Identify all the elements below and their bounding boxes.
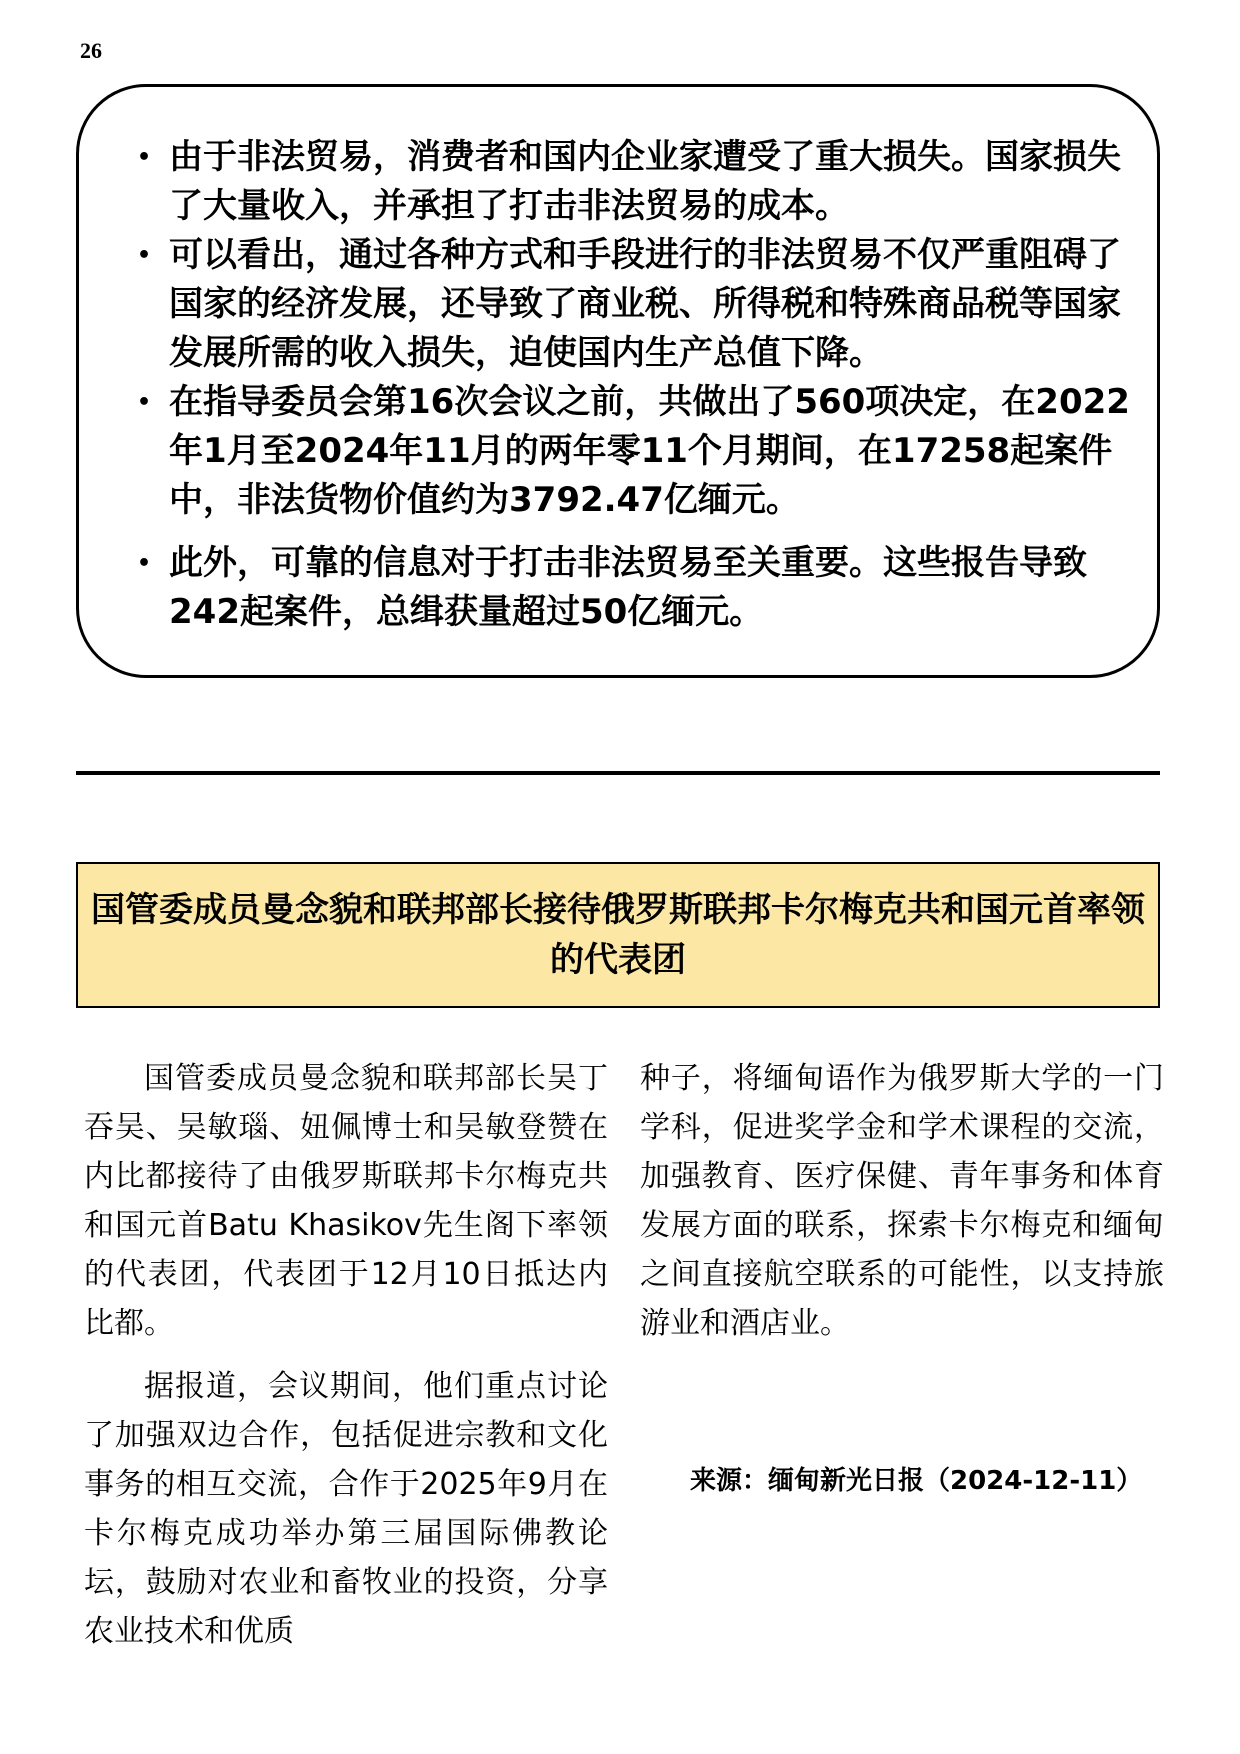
- article-title-box: [76, 862, 1160, 1008]
- bullet-text: 此外，可靠的信息对于打击非法贸易至关重要。这些报告导致242起案件，总缉获量超过50亿缅元。: [169, 543, 1087, 632]
- bullet-text: 可以看出，通过各种方式和手段进行的非法贸易不仅严重阻碍了国家的经济发展，还导致了商业税、所得税和特殊商品税等国家发展所需的收入损失，迫使国内生产总值下降。: [169, 235, 1121, 373]
- bullet-dot-icon: •: [137, 243, 152, 268]
- section-divider: [76, 771, 1160, 775]
- bullet-list: [137, 133, 1137, 637]
- bullet-item: [137, 133, 1137, 231]
- article-left-column: [84, 1054, 608, 1670]
- bullet-text: 由于非法贸易，消费者和国内企业家遭受了重大损失。国家损失了大量收入，并承担了打击非法贸易的成本。: [169, 137, 1121, 226]
- article-paragraph: 国管委成员曼念貌和联邦部长吴丁吞吴、吴敏瑙、妞佩博士和吴敏登赞在内比都接待了由俄罗斯联邦卡尔梅克共和国元首Batu Khasikov先生阁下率领的代表团，代表团于12月10日抵达内比都。: [84, 1061, 608, 1341]
- article-title: 国管委成员曼念貌和联邦部长接待俄罗斯联邦卡尔梅克共和国元首率领的代表团: [91, 890, 1145, 980]
- article-paragraph: 据报道，会议期间，他们重点讨论了加强双边合作，包括促进宗教和文化事务的相互交流，合作于2025年9月在卡尔梅克成功举办第三届国际佛教论坛，鼓励对农业和畜牧业的投资，分享农业技术和优质: [84, 1369, 608, 1649]
- summary-box: [76, 84, 1160, 678]
- bullet-item: [137, 231, 1137, 378]
- bullet-dot-icon: •: [137, 551, 152, 576]
- article-source: 来源：缅甸新光日报（2024-12-11）: [690, 1466, 1143, 1496]
- page-number: 26: [80, 38, 102, 63]
- bullet-dot-icon: •: [137, 145, 152, 170]
- bullet-text: 在指导委员会第16次会议之前，共做出了560项决定，在2022年1月至2024年11月的两年零11个月期间，在17258起案件中，非法货物价值约为3792.47亿缅元。: [169, 382, 1130, 520]
- bullet-item: [137, 539, 1137, 637]
- article-right-column: [640, 1054, 1164, 1362]
- bullet-dot-icon: •: [137, 390, 152, 415]
- article-paragraph: 种子，将缅甸语作为俄罗斯大学的一门学科，促进奖学金和学术课程的交流，加强教育、医疗保健、青年事务和体育发展方面的联系，探索卡尔梅克和缅甸之间直接航空联系的可能性，以支持旅游业和酒店业。: [640, 1061, 1164, 1341]
- bullet-item: [137, 378, 1137, 525]
